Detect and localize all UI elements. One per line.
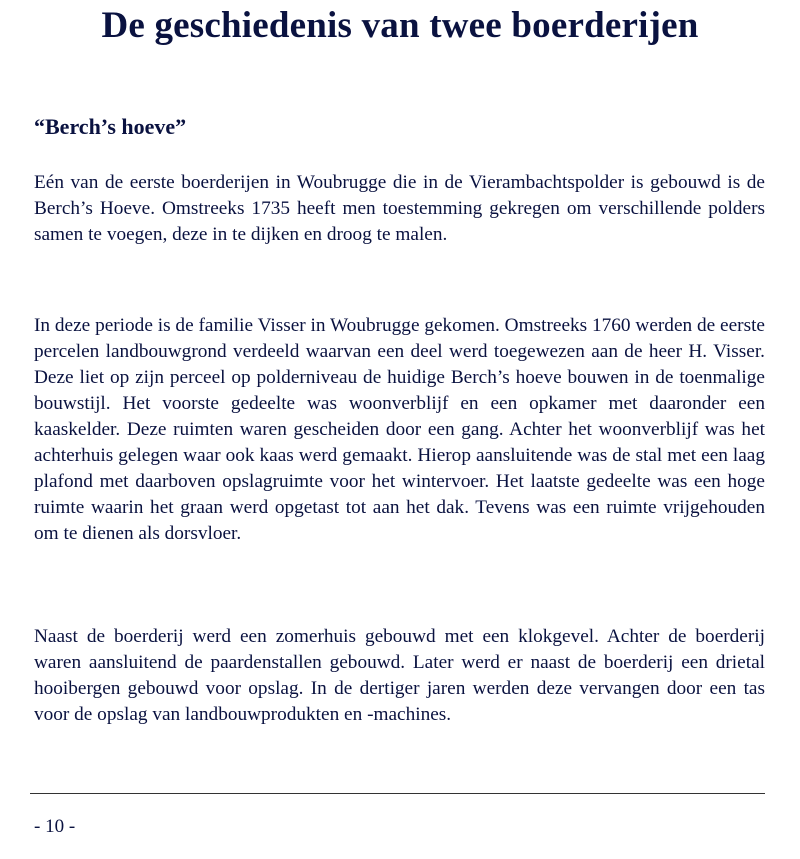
page-title: De geschiedenis van twee boerderijen xyxy=(101,5,699,46)
section-heading: “Berch’s hoeve” xyxy=(34,114,187,139)
page-number: - 10 - xyxy=(34,816,76,837)
paragraph-1: Eén van de eerste boerderijen in Woubrugge die in de Vierambachtspolder is gebouwd is de Berch’s Hoeve. Omstreeks 1735 heeft men toestemming gekregen om verschillende polders samen te voegen, deze in te dijken en droog te malen. xyxy=(34,172,765,245)
footer-divider xyxy=(30,793,765,794)
paragraph-3: Naast de boerderij werd een zomerhuis gebouwd met een klokgevel. Achter de boerderij waren aansluitend de paardenstallen gebouwd. Later werd er naast de boerderij een drietal hooibergen gebouwd voor opslag. In de dertiger jaren werden deze vervangen door een tas voor de opslag van landbouwprodukten en -machines. xyxy=(34,626,765,725)
paragraph-2: In deze periode is de familie Visser in Woubrugge gekomen. Omstreeks 1760 werden de eerste percelen landbouwgrond verdeeld waarvan een deel werd toegewezen aan de heer H. Visser. Deze liet op zijn perceel op polderniveau de huidige Berch’s hoeve bouwen in de toenmalige bouwstijl. Het voorste gedeelte was woonverblijf en een opkamer met daaronder een kaaskelder. Deze ruimten waren gescheiden door een gang. Achter het woonverblijf was het achterhuis gelegen waar ook kaas werd gemaakt. Hierop aansluitende was de stal met een laag plafond met daarboven opslagruimte voor het wintervoer. Het laatste gedeelte was een hoge ruimte waarin het graan werd opgetast tot aan het dak. Tevens was een ruimte vrijgehouden om te dienen als dorsvloer. xyxy=(34,315,765,544)
